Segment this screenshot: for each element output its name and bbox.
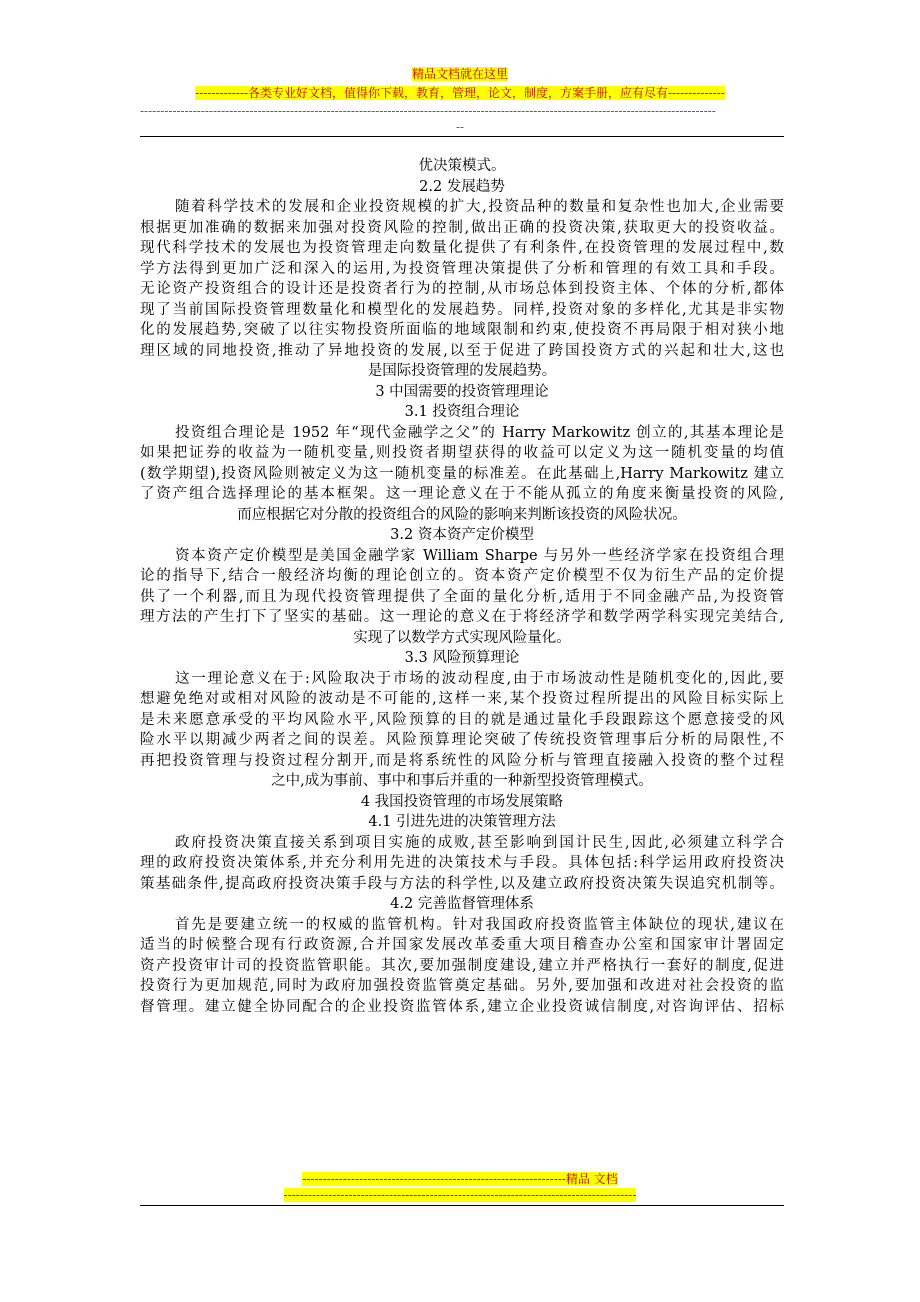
- paragraph-line: 督管理。建立健全协同配合的企业投资监管体系,建立企业投资诚信制度,对咨询评估、招标: [140, 998, 784, 1015]
- paragraph-line: 优决策模式。: [418, 158, 506, 174]
- paragraph-line: 了资产组合选择理论的基本框架。这一理论意义在于不能从孤立的角度来衡量投资的风险,: [140, 486, 784, 502]
- paragraph-line: 适当的时候整合现有行政资源,合并国家发展改革委重大项目稽查办公室和国家审计署固定: [140, 937, 784, 953]
- paragraph-line: 现了当前国际投资管理数量化和模型化的发展趋势。同样,投资对象的多样化,尤其是非实物: [140, 301, 784, 318]
- paragraph-line: 资本资产定价模型是美国金融学家 William Sharpe 与另外一些经济学家在投资组合理: [175, 547, 784, 564]
- document-body: [140, 156, 784, 1017]
- header-rule: [140, 136, 784, 137]
- paragraph-line: 是国际投资管理的发展趋势。: [367, 363, 557, 379]
- header-dash-line: ----------------------------------------------------------------------------------------------------------------------------------------------: [140, 104, 716, 118]
- paragraph-line: 现代科学技术的发展也为投资管理走向数量化提供了有利条件,在投资管理的发展过程中,数: [140, 240, 784, 256]
- paragraph-line: 供了一个利器,而且为现代投资管理提供了全面的量化分析,适用于不同金融产品,为投资管: [140, 588, 784, 605]
- section-heading: 2.2 发展趋势: [419, 178, 505, 195]
- section-heading: 3 中国需要的投资管理理论: [375, 383, 549, 400]
- paragraph-line: 根据更加准确的数据来加强对投资风险的控制,做出正确的投资决策,获取更大的投资收益。: [140, 219, 784, 236]
- paragraph-line: (数学期望),投资风险则被定义为这一随机变量的标准差。在此基础上,Harry Markowitz 建立: [140, 465, 784, 482]
- header-banner-row: [0, 86, 920, 101]
- paragraph-line: 理的政府投资决策体系,并充分利用先进的决策技术与手段。具体包括:科学运用政府投资决: [140, 855, 784, 871]
- paragraph-line: 学方法得到更加广泛和深入的运用,为投资管理决策提供了分析和管理的有效工具和手段。: [140, 260, 784, 277]
- header-dash-tail: --: [455, 120, 465, 134]
- paragraph-line: 投资行为更加规范,同时为政府加强投资监管奠定基础。另外,要加强和改进对社会投资的监: [140, 978, 784, 994]
- section-heading: 3.2 资本资产定价模型: [390, 527, 534, 543]
- footer-dash-line: ---------------------------------------------------------------------------------------: [283, 1188, 637, 1202]
- paragraph-line: 化的发展趋势,突破了以往实物投资所面临的地域限制和约束,使投资不再局限于相对狭小地: [140, 322, 784, 338]
- section-heading: 4.1 引进先进的决策管理方法: [368, 814, 556, 830]
- header-title-row: [0, 67, 920, 82]
- section-heading: 3.1 投资组合理论: [404, 404, 520, 420]
- section-heading: 3.3 风险预算理论: [404, 650, 520, 666]
- paragraph-line: 之中,成为事前、事中和事后并重的一种新型投资管理模式。: [271, 773, 653, 789]
- paragraph-line: 理区域的同地投资,推动了异地投资的发展,以至于促进了跨国投资方式的兴起和壮大,这也: [140, 342, 784, 359]
- footer-dash-row: [0, 1188, 920, 1202]
- footer-rule: [140, 1205, 784, 1206]
- header-banner: -------------各类专业好文档，值得你下载，教育，管理，论文，制度，方案手册，应有尽有--------------: [195, 86, 725, 100]
- header-title: 精品文档就在这里: [411, 67, 508, 81]
- paragraph-line: 想避免绝对或相对风险的波动是不可能的,这样一来,某个投资过程所提出的风险目标实际上: [140, 691, 784, 707]
- paragraph-line: 这一理论意义在于:风险取决于市场的波动程度,由于市场波动性是随机变化的,因此,要: [175, 670, 784, 687]
- paragraph-line: 资产投资审计司的投资监管职能。其次,要加强制度建设,建立并严格执行一套好的制度,促进: [140, 957, 784, 974]
- footer-banner: -----------------------------------------------------------------精品 文档: [302, 1172, 618, 1186]
- section-heading: 4.2 完善监督管理体系: [390, 896, 534, 912]
- paragraph-line: 论的指导下,结合一般经济均衡的理论创立的。资本资产定价模型不仅为衍生产品的定价提: [140, 568, 784, 584]
- paragraph-line: 再把投资管理与投资过程分割开,而是将系统性的风险分析与管理直接融入投资的整个过程: [140, 752, 784, 769]
- paragraph-line: 险水平以期减少两者之间的误差。风险预算理论突破了传统投资管理事后分析的局限性,不: [140, 732, 784, 748]
- section-heading: 4 我国投资管理的市场发展策略: [360, 793, 564, 810]
- paragraph-line: 首先是要建立统一的权威的监管机构。针对我国政府投资监管主体缺位的现状,建议在: [175, 916, 784, 933]
- paragraph-line: 政府投资决策直接关系到项目实施的成败,甚至影响到国计民生,因此,必须建立科学合: [175, 834, 784, 851]
- paragraph-line: 随着科学技术的发展和企业投资规模的扩大,投资品种的数量和复杂性也加大,企业需要: [175, 199, 784, 215]
- paragraph-line: 是未来愿意承受的平均风险水平,风险预算的目的就是通过量化手段跟踪这个愿意接受的风: [140, 711, 784, 728]
- paragraph-line: 如果把证券的收益为一随机变量,则投资者期望获得的收益可以定义为这一随机变量的均值: [140, 445, 784, 461]
- paragraph-line: 无论资产投资组合的设计还是投资者行为的控制,从市场总体到投资主体、个体的分析,都体: [140, 281, 784, 297]
- paragraph-line: 理方法的产生打下了坚实的基础。这一理论的意义在于将经济学和数学两学科实现完美结合,: [140, 609, 784, 625]
- footer-banner-row: [0, 1172, 920, 1186]
- paragraph-line: 策基础条件,提高政府投资决策手段与方法的科学性,以及建立政府投资决策失误追究机制等。: [140, 875, 784, 892]
- paragraph-line: 而应根据它对分散的投资组合的风险的影响来判断该投资的风险状况。: [237, 506, 687, 523]
- paragraph-line: 投资组合理论是 1952 年“现代金融学之父”的 Harry Markowitz 创立的,其基本理论是: [175, 424, 784, 441]
- paragraph-line: 实现了以数学方式实现风险量化。: [353, 629, 571, 646]
